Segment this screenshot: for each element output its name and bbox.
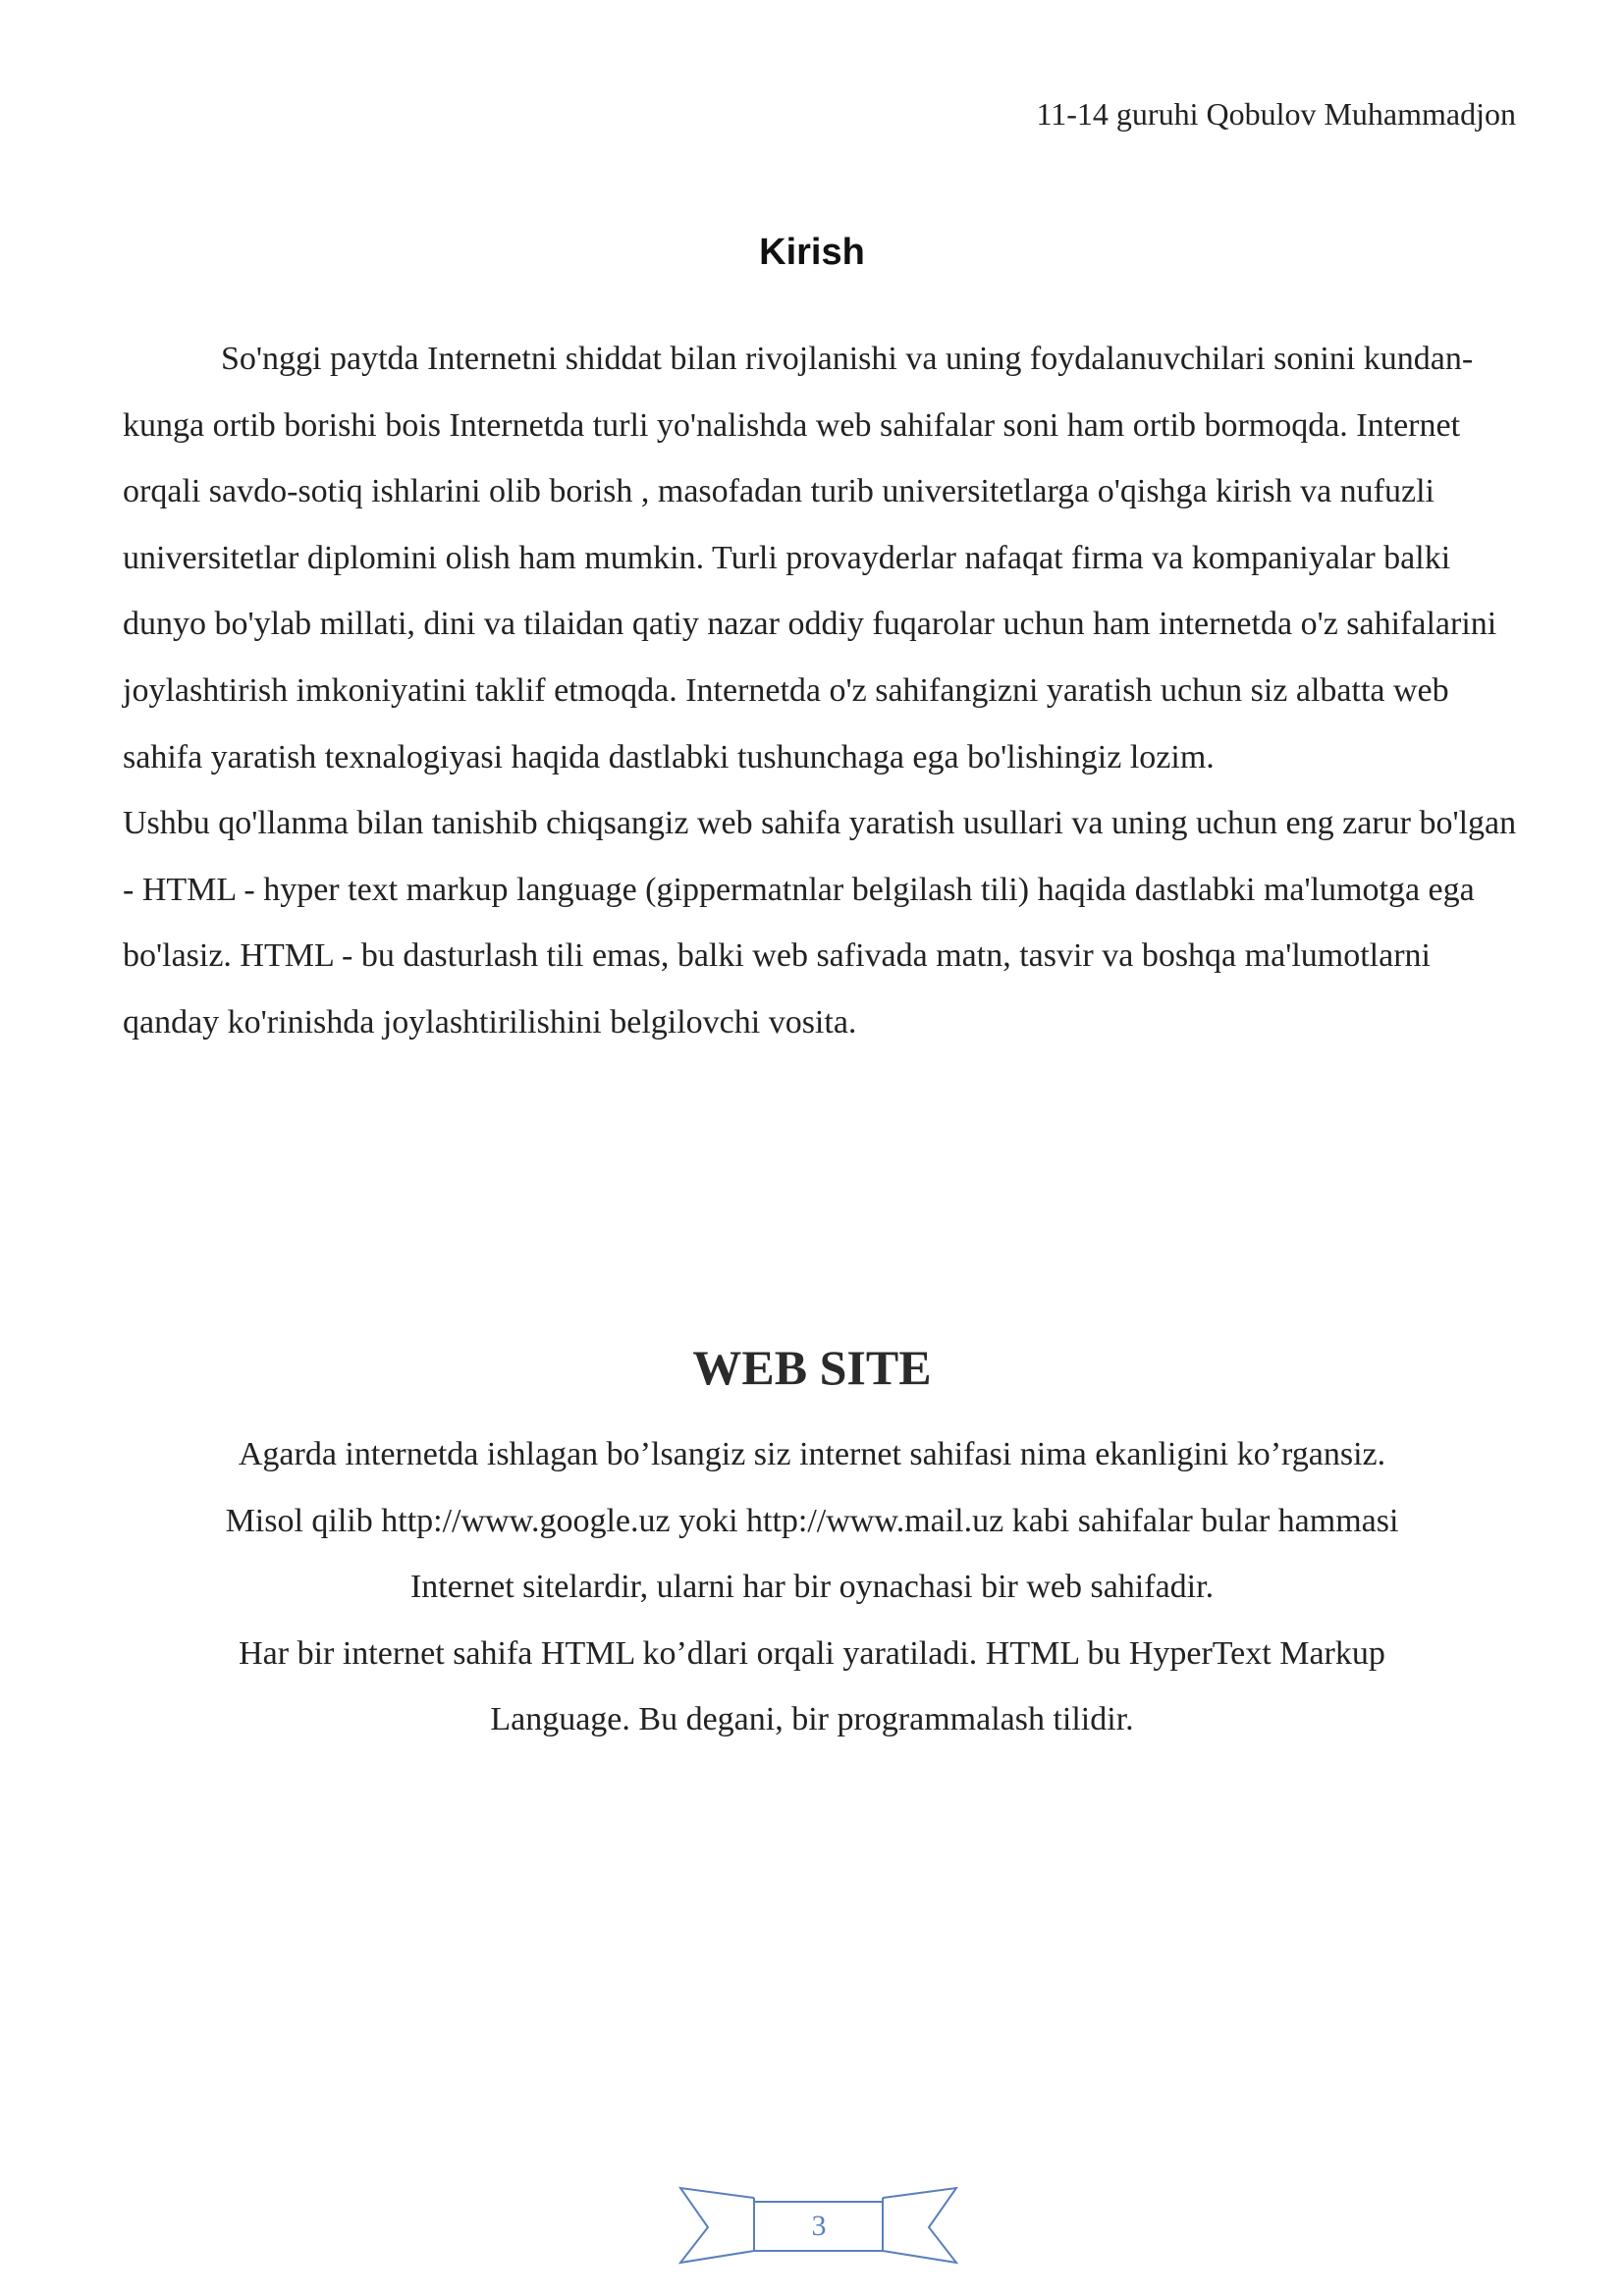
web-site-line: Language. Bu degani, bir programmalash tilidir.: [490, 1701, 1134, 1737]
web-site-line: Agarda internetda ishlagan bo’lsangiz siz internet sahifasi nima ekanligini ko’rgansiz.: [238, 1436, 1386, 1472]
intro-body: [123, 326, 1517, 1056]
page-number: 3: [811, 2210, 827, 2242]
web-site-title: WEB SITE: [692, 1340, 932, 1395]
web-site-body: [98, 1421, 1526, 1753]
intro-paragraph-1: So'nggi paytda Internetni shiddat bilan rivojlanishi va uning foydalanuvchilari sonini kundan-kunga ortib borishi bois Internetda turli yo'nalishda web sahifalar soni ham ortib bormoqda. Internet orqali savdo-sotiq ishlarini olib borish , masofadan turib universitetlarga o'qishga kirish va nufuzli universitetlar diplomini olish ham mumkin. Turli provayderlar nafaqat firma va kompaniyalar balki dunyo bo'ylab millati, dini va tilaidan qatiy nazar oddiy fuqarolar uchun ham internetda o'z sahifalarini joylashtirish imkoniyatini taklif etmoqda. Internetda o'z sahifangizni yaratish uchun siz albatta web sahifa yaratish texnalogiyasi haqida dastlabki tushunchaga ega bo'lishingiz lozim.: [123, 341, 1497, 775]
intro-title: Kirish: [759, 232, 865, 273]
web-site-line: Har bir internet sahifa HTML ko’dlari orqali yaratiladi. HTML bu HyperText Markup: [239, 1634, 1385, 1672]
web-site-line: Misol qilib http://www.google.uz yoki http://www.mail.uz kabi sahifalar bular hammasi: [225, 1502, 1399, 1539]
header-author-line: 11-14 guruhi Qobulov Muhammadjon: [1036, 96, 1516, 132]
web-site-line: Internet sitelardir, ularni har bir oynachasi bir web sahifadir.: [409, 1569, 1215, 1605]
intro-paragraph-2: Ushbu qo'llanma bilan tanishib chiqsangiz web sahifa yaratish usullari va uning uchun eng zarur bo'lgan - HTML - hyper text markup language (gippermatnlar belgilash tili) haqida dastlabki ma'lumotga ega bo'lasiz. HTML - bu dasturlash tili emas, balki web safivada matn, tasvir va boshqa ma'lumotlarni qanday ko'rinishda joylashtirilishini belgilovchi vosita.: [123, 805, 1517, 1041]
